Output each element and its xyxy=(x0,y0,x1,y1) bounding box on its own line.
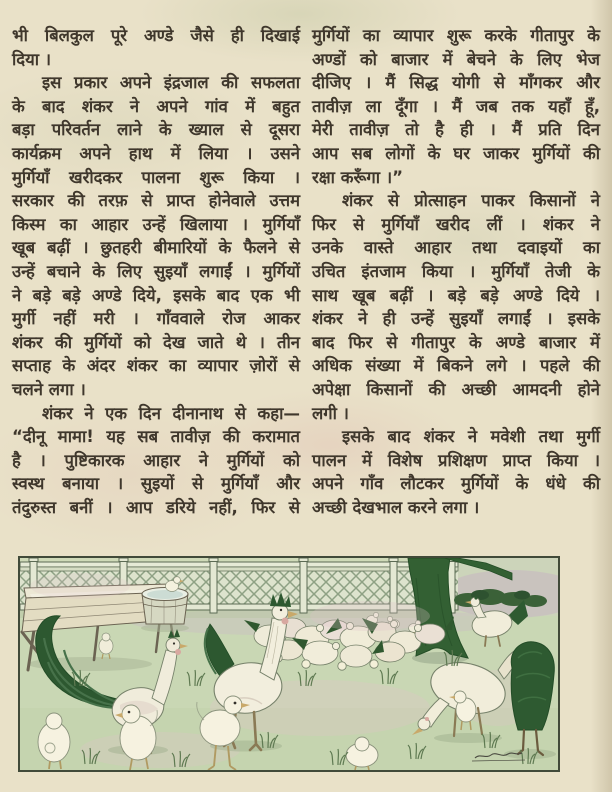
text-line: सरकार की तरफ़ से प्राप्त होनेवाले उत्तम xyxy=(12,191,300,211)
text-line: भी बिलकुल पूरे अण्डे जैसे ही दिखाई xyxy=(12,26,300,45)
text-line: उनके वास्ते आहार तथा दवाइयों का xyxy=(312,238,600,258)
text-line: उचित इंतजाम किया । मुर्गियाँ तेजी के xyxy=(312,261,600,281)
text-line: अधिक संख्या में बिकने लगे । पहले की xyxy=(312,356,600,376)
poultry-yard-illustration xyxy=(18,556,560,772)
text-line: चलने लगा । xyxy=(12,379,86,399)
text-column-right xyxy=(312,24,600,519)
text-line: शंकर ने ही उन्हें सुइयाँ लगाईं । इसके xyxy=(312,309,600,329)
text-line: बड़ा परिवर्तन लाने के ख्याल से दूसरा xyxy=(12,120,300,140)
text-line: तंदुरुस्त बनीं । आप डरिये नहीं, फिर से xyxy=(12,497,300,517)
text-line: ने बड़े बड़े अण्डे दिये, इसके बाद एक भी xyxy=(12,285,300,305)
text-line: मुर्गी नहीं मरी । गाँववाले रोज आकर xyxy=(12,309,300,329)
text-line: “दीनू मामा! यह सब तावीज़ की करामात xyxy=(12,427,300,447)
text-line: शंकर की मुर्गियों को देख जाते थे । तीन xyxy=(12,332,300,352)
text-line: खूब बढ़ीं । छुतहरी बीमारियों के फैलने से xyxy=(12,238,300,258)
text-line: अपने गाँव लौटकर मुर्गियों के धंधे की xyxy=(312,474,600,494)
text-line: बाद फिर से गीतापुर के अण्डे बाजार में xyxy=(312,332,600,352)
text-line: रक्षा करूँगा ।” xyxy=(312,167,404,187)
text-line: आप सब लोगों के घर जाकर मुर्गियों की xyxy=(312,143,600,163)
text-line: इस प्रकार अपने इंद्रजाल की सफलता xyxy=(42,73,300,93)
text-line: स्वस्थ बनाया । सुइयों से मुर्गियाँ और xyxy=(12,474,300,494)
text-line: है । पुष्टिकारक आहार ने मुर्गियों को xyxy=(12,450,300,470)
text-line: साथ खूब बढ़ीं । बड़े बड़े अण्डे दिये । xyxy=(312,285,600,305)
text-line: लगी । xyxy=(312,403,349,423)
text-line: अपेक्षा किसानों की अच्छी आमदनी होने xyxy=(312,379,600,399)
text-line: के बाद शंकर ने अपने गांव में बहुत xyxy=(12,96,300,116)
text-line: पालन में विशेष प्रशिक्षण प्राप्त किया । xyxy=(312,450,600,470)
text-line: शंकर ने एक दिन दीनानाथ से कहा— xyxy=(42,403,300,423)
text-line: किस्म का आहार उन्हें खिलाया । मुर्गियाँ xyxy=(12,214,300,234)
text-line: मेरी तावीज़ तो है ही । मैं प्रति दिन xyxy=(312,120,600,140)
text-line: शंकर से प्रोत्साहन पाकर किसानों ने xyxy=(342,191,600,211)
text-line: अण्डों को बाजार में बेचने के लिए भेज xyxy=(312,49,600,69)
text-line: सप्ताह के अंदर शंकर का व्यापार ज़ोरों से xyxy=(12,356,300,376)
text-line: इसके बाद शंकर ने मवेशी तथा मुर्गी xyxy=(342,427,600,447)
text-line: दिया । xyxy=(12,49,52,69)
text-line: उन्हें बचाने के लिए सुइयाँ लगाईं । मुर्गियों xyxy=(12,261,300,281)
text-line: मुर्गियों का व्यापार शुरू करके गीतापुर के xyxy=(312,26,600,45)
text-line: फिर से मुर्गियाँ खरीद लीं । शंकर ने xyxy=(312,214,600,234)
text-column-left xyxy=(12,24,300,519)
text-line: तावीज़ ला दूँगा । मैं जब तक यहाँ हूँ, xyxy=(312,96,600,116)
text-line: अच्छी देखभाल करने लगा । xyxy=(312,497,480,517)
poultry-yard-drawing xyxy=(20,558,558,770)
text-line: मुर्गियाँ खरीदकर पालना शुरू किया । xyxy=(12,167,300,187)
text-line: कार्यक्रम अपने हाथ में लिया । उसने xyxy=(12,143,300,163)
text-line: दीजिए । मैं सिद्ध योगी से माँगकर और xyxy=(312,73,600,93)
